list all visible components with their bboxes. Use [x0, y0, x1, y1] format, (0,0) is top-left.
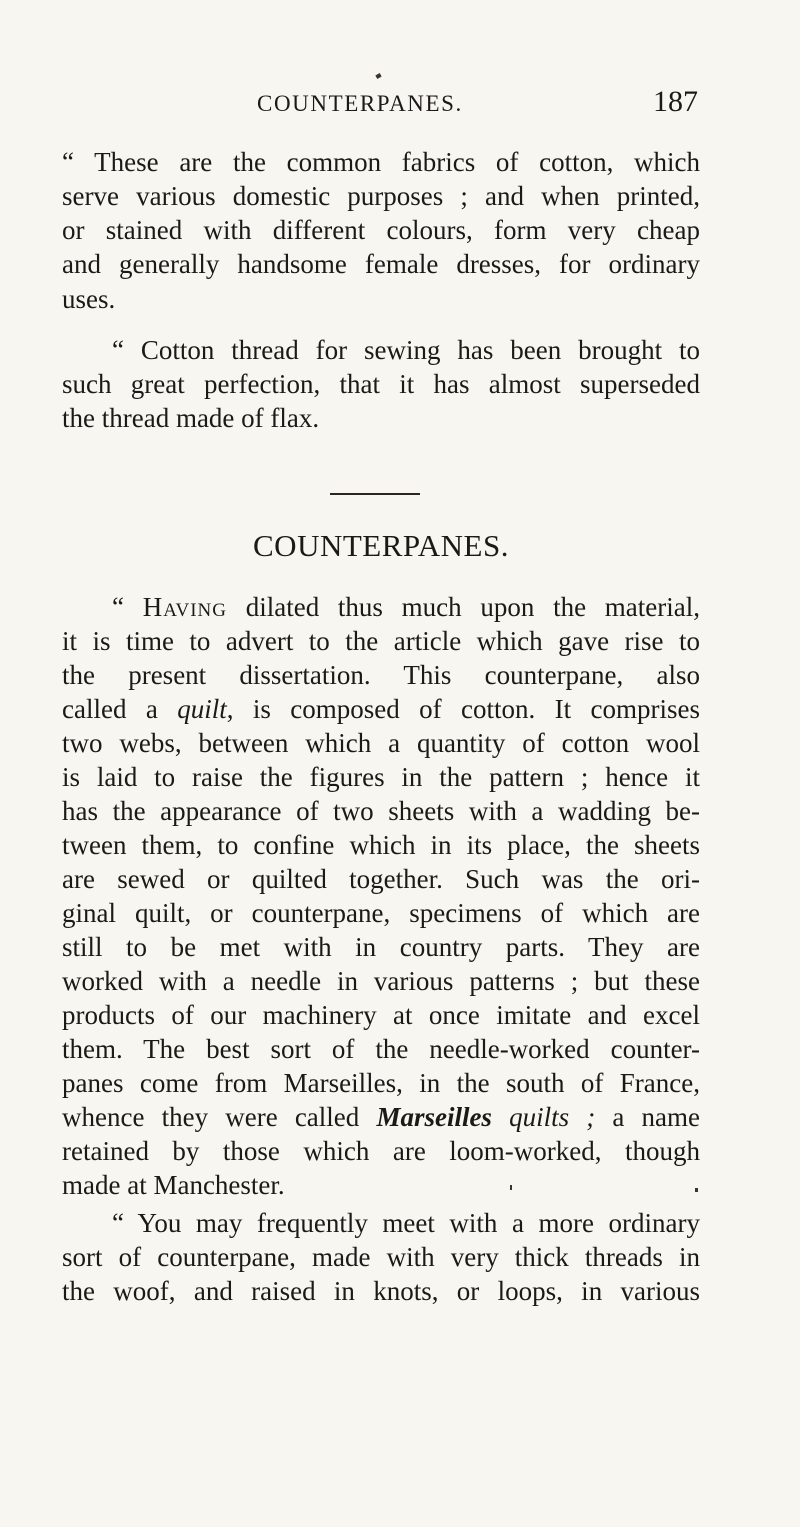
section-heading: COUNTERPANES. — [253, 528, 509, 563]
line-text: dilated thus much upon the material, — [245, 592, 701, 622]
text-line: made at Manchester. — [62, 1170, 285, 1200]
text-line: such great perfection, that it has almost superseded — [62, 369, 700, 399]
text-line: ginal quilt, or counterpane, specimens of which are — [62, 898, 700, 928]
text-line: and generally handsome female dresses, for ordinary — [62, 249, 700, 279]
text-line: has the appearance of two sheets with a wadding be- — [62, 796, 700, 826]
text-line: worked with a needle in various patterns ; but these — [62, 966, 700, 996]
italic-term-quilt: quilt — [177, 694, 227, 724]
line-text: , is composed of cotton. It comprises — [226, 694, 700, 724]
lead-word: Having — [142, 592, 227, 622]
text-line: the present dissertation. This counterpane, also — [62, 660, 700, 690]
ink-speck — [695, 1188, 698, 1192]
text-line: products of our machinery at once imitate and excel — [62, 1000, 700, 1030]
text-line: are sewed or quilted together. Such was the ori- — [62, 864, 700, 894]
line-text: a name — [612, 1102, 701, 1132]
text-line: still to be met with in country parts. They are — [62, 932, 700, 962]
text-line: is laid to raise the figures in the pattern ; hence it — [62, 762, 700, 792]
text-line: “ You may frequently meet with a more ordinary — [112, 1208, 700, 1238]
text-line: panes come from Marseilles, in the south of France, — [62, 1068, 700, 1098]
text-line: sort of counterpane, made with very thick threads in — [62, 1242, 700, 1272]
text-line — [62, 1100, 700, 1134]
italic-term-marseilles: Marseilles — [376, 1102, 492, 1132]
section-divider-rule — [330, 493, 420, 495]
text-line: uses. — [62, 284, 116, 314]
text-line: serve various domestic purposes ; and when printed, — [62, 181, 700, 211]
text-line: “ These are the common fabrics of cotton, which — [62, 147, 700, 177]
text-line: them. The best sort of the needle-worked counter- — [62, 1034, 700, 1064]
running-head-title: COUNTERPANES. — [257, 91, 463, 116]
line-text: called a — [62, 694, 158, 724]
text-line: the woof, and raised in knots, or loops, in various — [62, 1276, 700, 1306]
open-quote: “ — [112, 592, 124, 622]
italic-term-quilts: quilts ; — [509, 1102, 596, 1132]
text-line — [62, 692, 700, 726]
text-line: retained by those which are loom-worked, though — [62, 1136, 700, 1166]
page-number: 187 — [653, 85, 698, 118]
text-line: or stained with different colours, form very cheap — [62, 215, 700, 245]
ink-speck — [510, 1185, 512, 1190]
text-line: “ Cotton thread for sewing has been brought to — [112, 335, 700, 365]
text-line — [112, 590, 700, 624]
running-head — [244, 85, 700, 125]
text-line: two webs, between which a quantity of cotton wool — [62, 728, 700, 758]
line-text: whence they were called — [62, 1102, 360, 1132]
text-line: the thread made of flax. — [62, 403, 320, 433]
ink-speck — [375, 73, 381, 79]
text-line: it is time to advert to the article which gave rise to — [62, 626, 700, 656]
text-line: tween them, to confine which in its place, the sheets — [62, 830, 700, 860]
